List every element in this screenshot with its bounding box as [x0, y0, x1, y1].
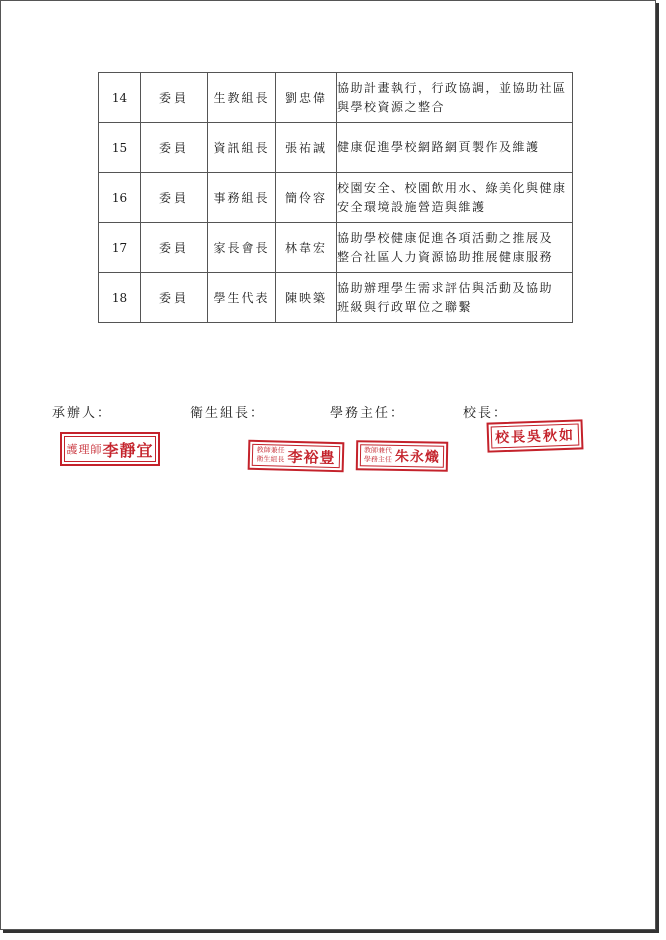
table-row [99, 123, 573, 173]
member-duty [337, 173, 573, 223]
member-number: 15 [99, 123, 141, 173]
handler-seal [60, 432, 160, 466]
handler-label: 承辦人： [52, 406, 113, 421]
member-name: 陳映築 [276, 273, 337, 323]
member-title: 生教組長 [208, 73, 276, 123]
duty-line: 安全環境設施營造與維護 [337, 199, 486, 214]
member-role: 委員 [141, 73, 208, 123]
student-affairs-seal [356, 440, 449, 472]
seal-name: 李裕豊 [287, 447, 336, 467]
duty-line: 整合社區人力資源協助推展健康服務 [337, 249, 554, 264]
member-role: 委員 [141, 273, 208, 323]
table-row [99, 73, 573, 123]
member-name: 劉忠偉 [276, 73, 337, 123]
member-title: 資訊組長 [208, 123, 276, 173]
seal-title-line: 教師兼代 [364, 446, 393, 455]
table-row [99, 273, 573, 323]
duty-line: 協助計畫執行，行政協調，並協助社區 [337, 80, 567, 95]
health-chief-label: 衛生組長： [190, 406, 266, 421]
member-duty [337, 273, 573, 323]
member-title: 學生代表 [208, 273, 276, 323]
table-row [99, 173, 573, 223]
member-number: 17 [99, 223, 141, 273]
committee-table [98, 72, 573, 323]
member-name: 張祐誠 [276, 123, 337, 173]
member-duty [337, 123, 573, 173]
seal-title-line: 學務主任 [363, 455, 393, 464]
seal-name: 朱永熾 [394, 448, 441, 466]
seal-name: 校長吳秋如 [494, 427, 576, 447]
seal-title-line: 衛生組長 [256, 454, 285, 464]
principal-seal [487, 419, 584, 452]
duty-line: 協助辦理學生需求評估與活動及協助 [337, 280, 554, 295]
member-title: 家長會長 [208, 223, 276, 273]
member-title: 事務組長 [208, 173, 276, 223]
principal-label: 校長： [463, 406, 509, 421]
member-duty [337, 223, 573, 273]
signature-row [0, 402, 656, 422]
member-number: 16 [99, 173, 141, 223]
seal-title-line: 教師兼任 [256, 445, 285, 455]
health-chief-seal [248, 440, 345, 473]
duty-line: 協助學校健康促進各項活動之推展及 [337, 230, 554, 245]
duty-line: 與學校資源之整合 [337, 99, 446, 114]
duty-line: 健康促進學校網路網頁製作及維護 [337, 140, 540, 154]
seal-name: 李靜宜 [102, 440, 154, 460]
table-row [99, 223, 573, 273]
member-role: 委員 [141, 123, 208, 173]
member-role: 委員 [141, 223, 208, 273]
member-number: 14 [99, 73, 141, 123]
seal-title: 護理師 [66, 443, 103, 456]
member-name: 林韋宏 [276, 223, 337, 273]
member-number: 18 [99, 273, 141, 323]
member-duty [337, 73, 573, 123]
student-affairs-label: 學務主任： [330, 406, 406, 421]
member-name: 簡伶容 [276, 173, 337, 223]
duty-line: 校園安全、校園飲用水、綠美化與健康 [337, 180, 567, 195]
member-role: 委員 [141, 173, 208, 223]
duty-line: 班級與行政單位之聯繫 [337, 299, 473, 314]
